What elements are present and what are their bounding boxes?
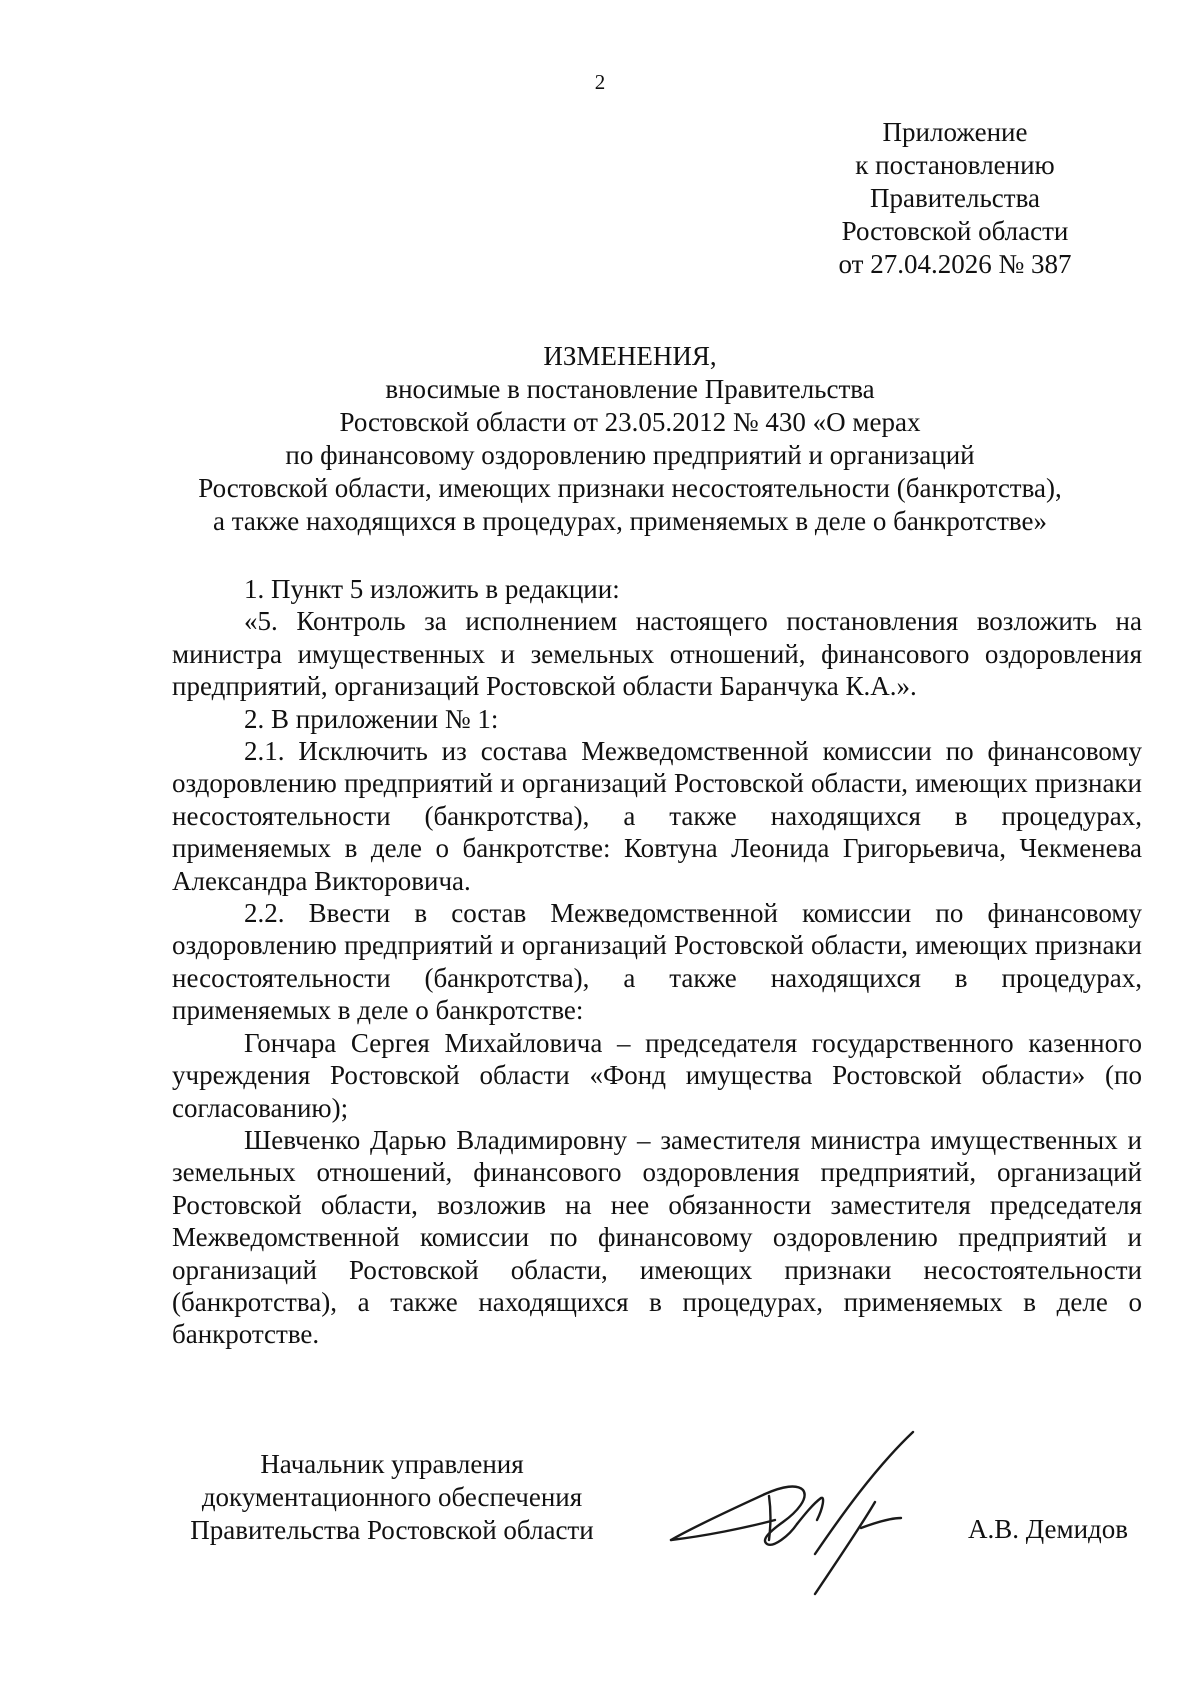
signatory-position-line: документационного обеспечения [201, 1482, 583, 1512]
title-line: Ростовской области от 23.05.2012 № 430 «О мерах [339, 407, 921, 437]
appendix-line: к постановлению [855, 150, 1055, 180]
title-heading: ИЗМЕНЕНИЯ, [543, 341, 717, 371]
body-paragraph: 2.2. Ввести в состав Межведомственной комиссии по финансовому оздоровлению предприятий и организаций Ростовской области, имеющих признаки несостоятельности (банкротства), а также находящихся в процедурах, применяемых в деле о банкротстве: [172, 898, 1142, 1026]
document-title [150, 340, 1110, 538]
title-line: по финансовому оздоровлению предприятий и организаций [285, 440, 975, 470]
page-number: 2 [594, 70, 606, 94]
signer-name: А.В. Демидов [968, 1514, 1129, 1544]
appendix-line: Ростовской области [841, 216, 1069, 246]
title-line: вносимые в постановление Правительства [385, 374, 875, 404]
signatory-position [172, 1448, 612, 1547]
title-line: а также находящихся в процедурах, применяемых в деле о банкротстве» [212, 506, 1048, 536]
title-line: Ростовской области, имеющих признаки несостоятельности (банкротства), [198, 473, 1062, 503]
appendix-line: Правительства [870, 183, 1040, 213]
document-body [172, 573, 1142, 1351]
body-paragraph: 2.1. Исключить из состава Межведомственной комиссии по финансовому оздоровлению предприятий и организаций Ростовской области, имеющих признаки несостоятельности (банкротства), а также находящихся в процедурах, применяемых в деле о банкротстве: Ковтуна Леонида Григорьевича, Чекменева Александра Викторовича. [172, 736, 1142, 896]
handwritten-signature-icon [665, 1428, 945, 1598]
signatory-position-line: Начальник управления [260, 1449, 524, 1479]
appendix-header [830, 116, 1080, 281]
body-paragraph: 1. Пункт 5 изложить в редакции: [244, 574, 620, 604]
appendix-line: Приложение [882, 117, 1028, 147]
body-paragraph: 2. В приложении № 1: [244, 703, 499, 734]
appendix-line: от 27.04.2026 № 387 [838, 249, 1072, 279]
body-paragraph: Шевченко Дарью Владимировну – заместителя министра имущественных и земельных отношений, финансового оздоровления предприятий, организаций Ростовской области, возложив на нее обязанности заместителя председателя Межведомственной комиссии по финансовому оздоровлению предприятий и организаций Ростовской области, имеющих признаки несостоятельности (банкротства), а также находящихся в процедурах, применяемых в деле о банкротстве. [172, 1124, 1142, 1350]
body-paragraph: Гончара Сергея Михайловича – председателя государственного казенного учреждения Ростовской области «Фонд имущества Ростовской области» (по согласованию); [172, 1027, 1142, 1123]
body-paragraph: «5. Контроль за исполнением настоящего постановления возложить на министра имущественных и земельных отношений, финансового оздоровления предприятий, организаций Ростовской области Баранчука К.А.». [172, 606, 1142, 702]
signatory-position-line: Правительства Ростовской области [190, 1515, 594, 1545]
